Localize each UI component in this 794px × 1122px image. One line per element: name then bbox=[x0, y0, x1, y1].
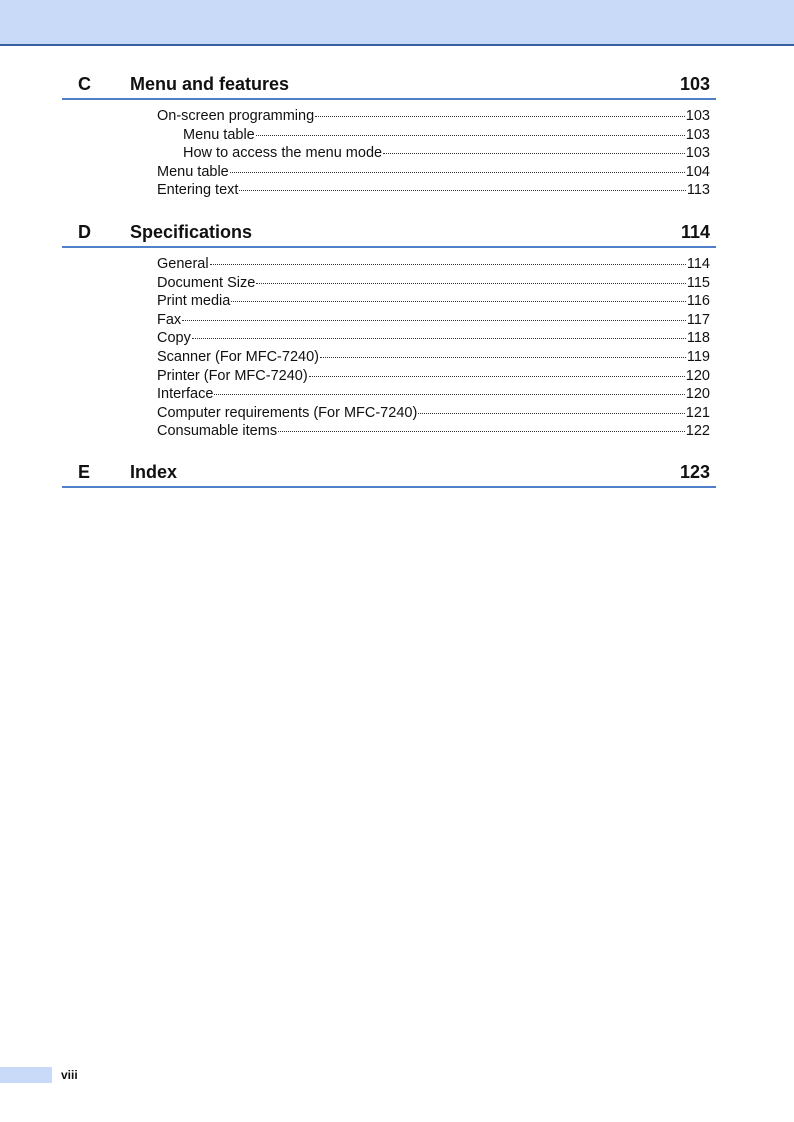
toc-entry[interactable] bbox=[183, 127, 710, 146]
toc-entry[interactable] bbox=[157, 330, 710, 349]
section-letter: E bbox=[78, 462, 91, 482]
toc-entry-page: 121 bbox=[685, 404, 710, 421]
toc-entry-label: Fax bbox=[157, 311, 182, 328]
toc-section-d bbox=[62, 218, 716, 442]
section-letter: D bbox=[78, 222, 91, 242]
toc-entry-label: Entering text bbox=[157, 182, 239, 199]
toc-entry-label: Scanner (For MFC-7240) bbox=[157, 348, 319, 365]
toc-entry-page: 120 bbox=[685, 367, 710, 384]
toc-entry-label: Copy bbox=[157, 330, 191, 347]
page-number: viii bbox=[61, 1068, 78, 1082]
leader-dots bbox=[214, 393, 684, 395]
section-heading bbox=[62, 218, 716, 248]
toc-entry-label: Interface bbox=[157, 386, 214, 403]
leader-dots bbox=[210, 263, 686, 265]
toc-entry[interactable] bbox=[157, 312, 710, 331]
toc-entry-label: Consumable items bbox=[157, 423, 278, 440]
toc-entry-page: 104 bbox=[685, 163, 710, 180]
leader-dots bbox=[230, 171, 685, 173]
leader-dots bbox=[309, 375, 685, 377]
section-heading bbox=[62, 70, 716, 100]
toc-entry-page: 122 bbox=[685, 423, 710, 440]
toc-entry-page: 103 bbox=[685, 108, 710, 124]
toc-entry-page: 117 bbox=[686, 311, 710, 328]
section-page: 114 bbox=[680, 222, 710, 242]
section-title[interactable]: Specifications bbox=[130, 222, 253, 242]
toc-entry-page: 103 bbox=[685, 145, 710, 162]
toc-entry[interactable] bbox=[183, 145, 710, 164]
leader-dots bbox=[256, 282, 686, 284]
toc-entry-label: Printer (For MFC-7240) bbox=[157, 367, 308, 384]
toc-entry[interactable] bbox=[157, 423, 710, 442]
section-letter: C bbox=[78, 74, 91, 94]
toc-entry-page: 118 bbox=[686, 330, 710, 347]
leader-dots bbox=[239, 189, 685, 191]
toc-entry-label: How to access the menu mode bbox=[183, 145, 383, 162]
leader-dots bbox=[418, 412, 685, 414]
toc-entry[interactable] bbox=[157, 293, 710, 312]
toc-entry[interactable] bbox=[157, 349, 710, 368]
toc-section-c bbox=[62, 70, 716, 201]
toc-entry-label: On-screen programming bbox=[157, 108, 315, 124]
section-title[interactable]: Menu and features bbox=[130, 74, 290, 94]
toc-entry[interactable] bbox=[157, 256, 710, 275]
footer-band bbox=[0, 1067, 52, 1083]
leader-dots bbox=[182, 319, 686, 321]
toc-entry-label: Computer requirements (For MFC-7240) bbox=[157, 404, 418, 421]
toc-entry-label: Menu table bbox=[183, 126, 255, 143]
toc-entry-page: 120 bbox=[685, 386, 710, 403]
toc-entry[interactable] bbox=[157, 368, 710, 387]
leader-dots bbox=[256, 134, 685, 136]
toc-entry-page: 103 bbox=[685, 126, 710, 143]
section-heading bbox=[62, 458, 716, 488]
leader-dots bbox=[192, 337, 686, 339]
toc-entry[interactable] bbox=[157, 405, 710, 424]
toc-entry-page: 116 bbox=[686, 293, 710, 310]
toc-entry[interactable] bbox=[157, 386, 710, 405]
leader-dots bbox=[278, 430, 685, 432]
toc-entry-label: Menu table bbox=[157, 163, 229, 180]
header-band bbox=[0, 0, 794, 46]
toc-entry[interactable] bbox=[157, 164, 710, 183]
toc-entry-page: 113 bbox=[686, 182, 710, 199]
section-title[interactable]: Index bbox=[130, 462, 178, 482]
section-page: 123 bbox=[679, 462, 710, 482]
toc-entry-page: 115 bbox=[686, 274, 710, 291]
toc-entry-label: Print media bbox=[157, 293, 231, 310]
section-page: 103 bbox=[679, 74, 710, 94]
toc-section-e bbox=[62, 458, 716, 488]
toc-entry[interactable] bbox=[157, 182, 710, 201]
toc-entry-page: 114 bbox=[686, 256, 710, 272]
leader-dots bbox=[383, 152, 685, 154]
leader-dots bbox=[231, 300, 686, 302]
leader-dots bbox=[315, 115, 685, 117]
leader-dots bbox=[320, 356, 686, 358]
toc-entry-label: Document Size bbox=[157, 274, 256, 291]
toc-entry-page: 119 bbox=[686, 348, 710, 365]
toc-entry[interactable] bbox=[157, 108, 710, 127]
toc-entry[interactable] bbox=[157, 275, 710, 294]
toc-entry-label: General bbox=[157, 256, 209, 272]
